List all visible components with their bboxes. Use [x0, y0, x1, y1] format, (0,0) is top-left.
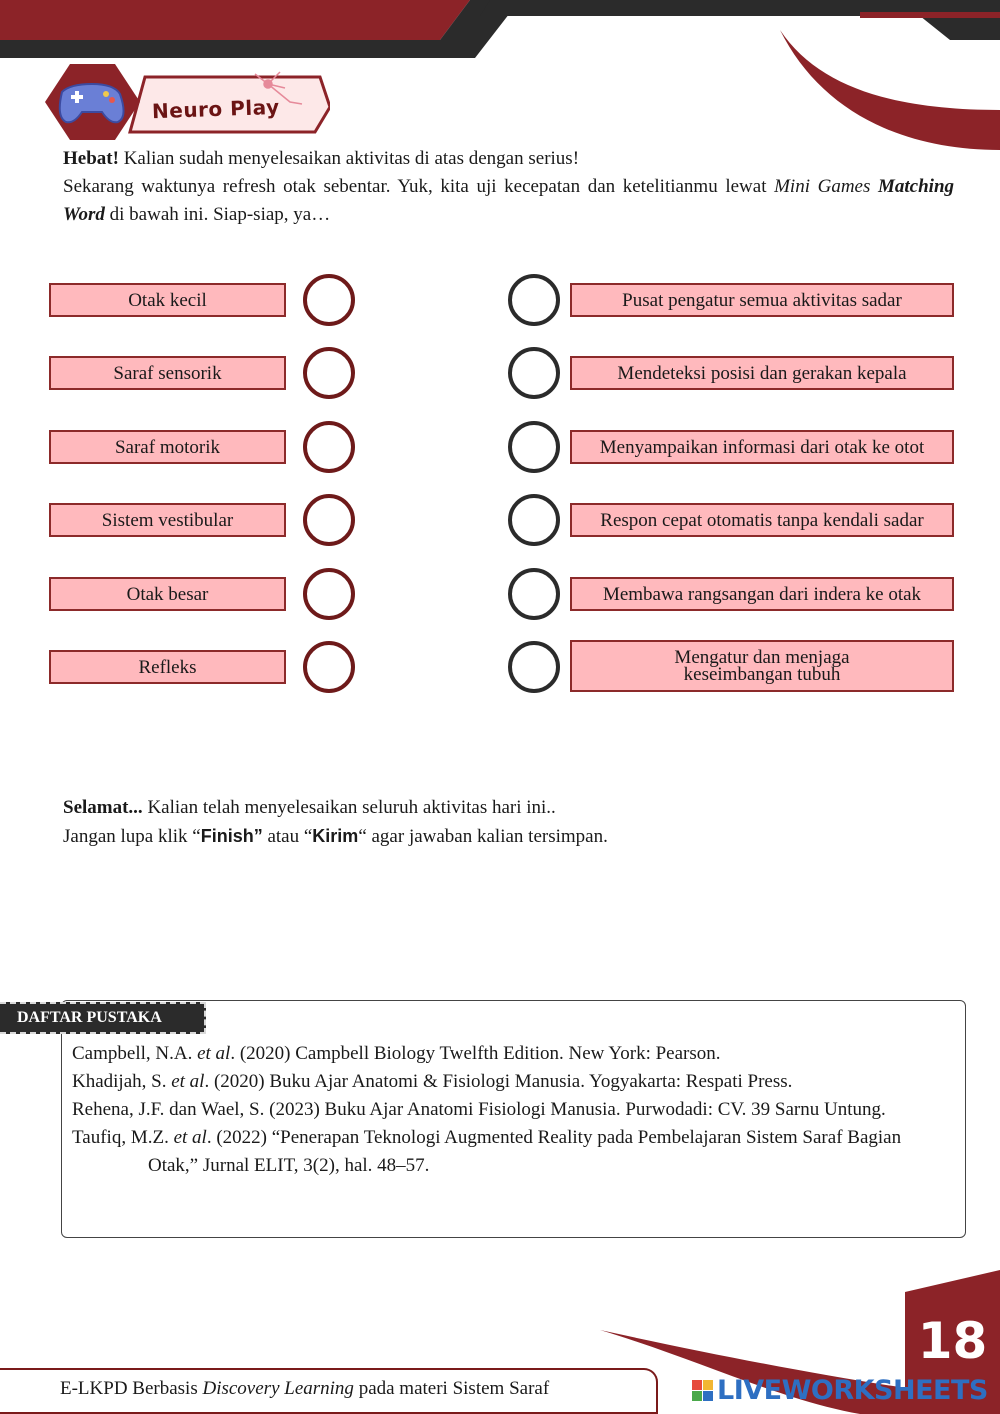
match-connector-left-6[interactable]	[303, 641, 355, 693]
reference-item: Khadijah, S. et al. (2020) Buku Ajar Anatomi & Fisiologi Manusia. Yogyakarta: Respati Press.	[72, 1071, 793, 1092]
reference-item: Taufiq, M.Z. et al. (2022) “Penerapan Teknologi Augmented Reality pada Pembelajaran Sistem Saraf Bagian Otak,” Jurnal ELIT, 3(2), hal. 48–57.	[72, 1127, 902, 1176]
footer-bar: E-LKPD Berbasis Discovery Learning pada materi Sistem Saraf	[0, 1368, 658, 1414]
liveworksheets-brand: LIVEWORKSHEETS	[717, 1374, 988, 1406]
match-connector-right-4[interactable]	[508, 494, 560, 546]
match-right-2[interactable]: Mendeteksi posisi dan gerakan kepala	[570, 356, 954, 390]
match-connector-right-3[interactable]	[508, 421, 560, 473]
match-right-3[interactable]: Menyampaikan informasi dari otak ke otot	[570, 430, 954, 464]
page-number: 18	[917, 1312, 988, 1370]
match-left-1[interactable]: Otak kecil	[49, 283, 286, 317]
match-right-1[interactable]: Pusat pengatur semua aktivitas sadar	[570, 283, 954, 317]
match-connector-left-3[interactable]	[303, 421, 355, 473]
match-left-6[interactable]: Refleks	[49, 650, 286, 684]
match-right-4[interactable]: Respon cepat otomatis tanpa kendali sadar	[570, 503, 954, 537]
match-connector-left-1[interactable]	[303, 274, 355, 326]
match-connector-right-2[interactable]	[508, 347, 560, 399]
match-left-3[interactable]: Saraf motorik	[49, 430, 286, 464]
match-right-6[interactable]: Mengatur dan menjaga keseimbangan tubuh	[570, 640, 954, 692]
match-connector-left-2[interactable]	[303, 347, 355, 399]
match-connector-right-6[interactable]	[508, 641, 560, 693]
match-connector-left-4[interactable]	[303, 494, 355, 546]
closing-text: Selamat... Kalian telah menyelesaikan seluruh aktivitas hari ini.. Jangan lupa klik “Finish” atau “Kirim“ agar jawaban kalian tersimpan.	[63, 797, 608, 847]
references-tag: DAFTAR PUSTAKA	[0, 1002, 206, 1034]
match-left-4[interactable]: Sistem vestibular	[49, 503, 286, 537]
match-connector-right-1[interactable]	[508, 274, 560, 326]
liveworksheets-icon	[692, 1380, 713, 1401]
reference-item: Rehena, J.F. dan Wael, S. (2023) Buku Ajar Anatomi Fisiologi Manusia. Purwodadi: CV. 39 Sarnu Untung.	[72, 1099, 886, 1120]
banner-title: Neuro Play	[151, 94, 280, 124]
match-connector-right-5[interactable]	[508, 568, 560, 620]
match-connector-left-5[interactable]	[303, 568, 355, 620]
reference-item: Campbell, N.A. et al. (2020) Campbell Biology Twelfth Edition. New York: Pearson.	[72, 1043, 721, 1064]
match-left-2[interactable]: Saraf sensorik	[49, 356, 286, 390]
liveworksheets-logo[interactable]	[692, 1372, 992, 1408]
references-list	[72, 1040, 952, 1180]
intro-text: Hebat! Kalian sudah menyelesaikan aktivitas di atas dengan serius! Sekarang waktunya refresh otak sebentar. Yuk, kita uji kecepatan dan ketelitianmu lewat Mini Games Matching Word di bawah ini. Siap-siap, ya…	[63, 148, 955, 225]
match-right-5[interactable]: Membawa rangsangan dari indera ke otak	[570, 577, 954, 611]
match-left-5[interactable]: Otak besar	[49, 577, 286, 611]
